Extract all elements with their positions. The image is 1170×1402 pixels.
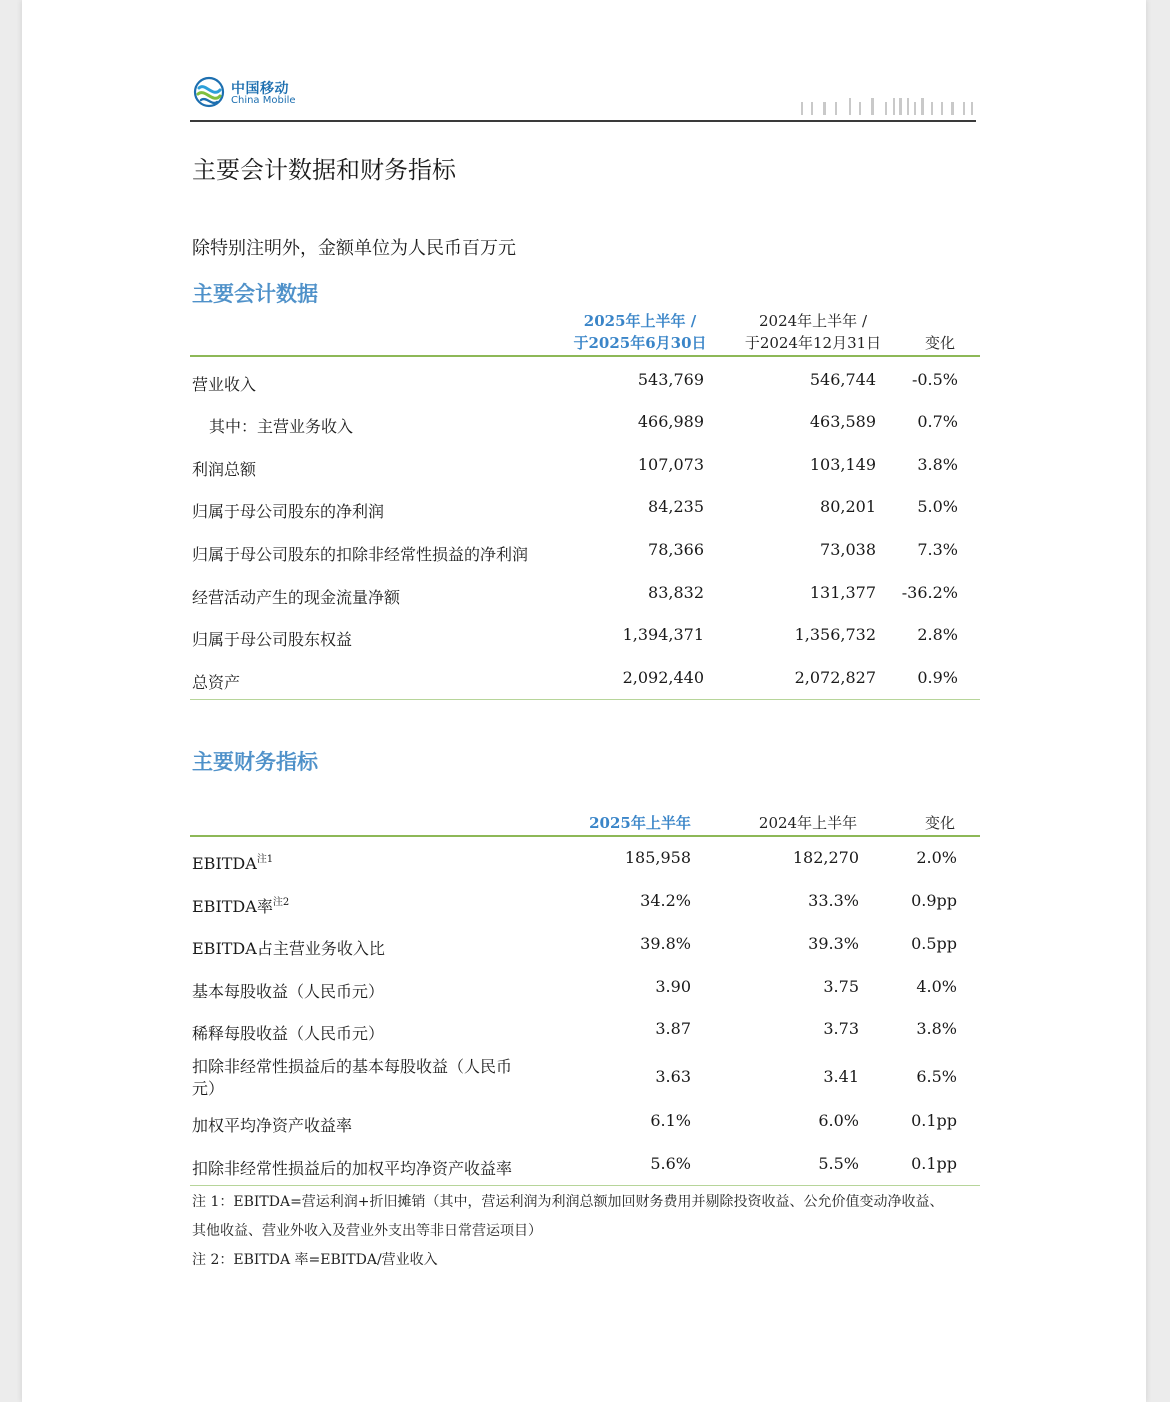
row-change-value: -0.5% bbox=[911, 370, 958, 389]
row-current-value: 34.2% bbox=[640, 891, 691, 910]
china-mobile-logo-icon bbox=[193, 76, 225, 108]
column-header-current-line2: 于2025年6月30日 bbox=[573, 334, 707, 352]
row-previous-value: 5.5% bbox=[818, 1154, 859, 1173]
table-bottom-rule bbox=[190, 1185, 980, 1186]
row-change-value: 0.5pp bbox=[911, 934, 957, 953]
table-row bbox=[192, 457, 972, 487]
row-change-value: 0.1pp bbox=[911, 1111, 957, 1130]
row-label: 其中：主营业务收入 bbox=[209, 417, 354, 436]
row-current-value: 5.6% bbox=[650, 1154, 691, 1173]
column-header-previous-period: 2024年上半年 bbox=[758, 814, 858, 832]
row-current-value: 3.87 bbox=[655, 1019, 691, 1038]
row-label: 利润总额 bbox=[192, 460, 257, 479]
table-bottom-rule bbox=[190, 699, 980, 700]
row-previous-value: 33.3% bbox=[808, 891, 859, 910]
footnote-ref: 注2 bbox=[272, 897, 290, 908]
row-previous-value: 463,589 bbox=[809, 412, 876, 431]
table-row bbox=[192, 414, 972, 444]
table-row bbox=[192, 1056, 972, 1100]
row-change-value: 2.0% bbox=[916, 848, 957, 867]
row-current-value: 1,394,371 bbox=[622, 625, 704, 644]
table-row bbox=[192, 936, 972, 966]
row-label bbox=[192, 1056, 512, 1100]
row-current-value: 78,366 bbox=[648, 540, 704, 559]
row-label: 经营活动产生的现金流量净额 bbox=[192, 588, 401, 607]
row-label bbox=[192, 850, 273, 873]
header-stripe-decoration bbox=[801, 98, 976, 115]
table-row bbox=[192, 542, 972, 572]
column-header-current-period: 2025年上半年 bbox=[589, 814, 691, 832]
row-change-value: 0.9% bbox=[917, 668, 958, 687]
table-row bbox=[192, 627, 972, 657]
column-header-previous-line2: 于2024年12月31日 bbox=[744, 334, 882, 352]
page-header bbox=[190, 74, 976, 122]
row-previous-value: 39.3% bbox=[808, 934, 859, 953]
row-current-value: 543,769 bbox=[637, 370, 704, 389]
table-row bbox=[192, 1113, 972, 1143]
column-header-current-line1: 2025年上半年 / bbox=[583, 312, 697, 330]
row-label-text: EBITDA bbox=[192, 854, 257, 873]
row-previous-value: 103,149 bbox=[809, 455, 876, 474]
row-current-value: 107,073 bbox=[637, 455, 704, 474]
row-change-value: 2.8% bbox=[917, 625, 958, 644]
table-row bbox=[192, 850, 972, 880]
row-label: 扣除非经常性损益后的加权平均净资产收益率 bbox=[192, 1159, 513, 1178]
table-header-rule bbox=[190, 355, 980, 357]
row-current-value: 6.1% bbox=[650, 1111, 691, 1130]
table-row bbox=[192, 499, 972, 529]
row-current-value: 3.90 bbox=[655, 977, 691, 996]
row-label: EBITDA占主营业务收入比 bbox=[192, 939, 385, 958]
row-previous-value: 546,744 bbox=[809, 370, 876, 389]
column-header-previous-period bbox=[738, 310, 888, 354]
row-change-value: 3.8% bbox=[916, 1019, 957, 1038]
footnote-2: 注 2：EBITDA 率=EBITDA/营业收入 bbox=[192, 1252, 438, 1268]
row-label: 总资产 bbox=[192, 673, 241, 692]
column-header-previous-line1: 2024年上半年 / bbox=[759, 312, 867, 330]
row-label: 加权平均净资产收益率 bbox=[192, 1116, 353, 1135]
row-label: 稀释每股收益（人民币元） bbox=[192, 1024, 385, 1043]
row-label: 归属于母公司股东的净利润 bbox=[192, 502, 385, 521]
row-change-value: -36.2% bbox=[901, 583, 958, 602]
table-row bbox=[192, 979, 972, 1009]
footnote-1-line2: 其他收益、营业外收入及营业外支出等非日常营运项目） bbox=[192, 1223, 542, 1239]
row-change-value: 5.0% bbox=[917, 497, 958, 516]
row-current-value: 466,989 bbox=[637, 412, 704, 431]
row-change-value: 0.7% bbox=[917, 412, 958, 431]
row-change-value: 0.9pp bbox=[911, 891, 957, 910]
row-current-value: 83,832 bbox=[648, 583, 704, 602]
table-row bbox=[192, 1021, 972, 1051]
row-label-line1: 扣除非经常性损益后的基本每股收益（人民币 bbox=[192, 1057, 513, 1076]
table-row bbox=[192, 893, 972, 923]
section-title-financial-indicators: 主要财务指标 bbox=[192, 750, 318, 774]
column-header-current-period bbox=[570, 310, 710, 354]
row-change-value: 0.1pp bbox=[911, 1154, 957, 1173]
row-previous-value: 131,377 bbox=[809, 583, 876, 602]
footnote-1 bbox=[192, 1188, 982, 1246]
unit-note: 除特别注明外，金额单位为人民币百万元 bbox=[192, 238, 516, 259]
page-title: 主要会计数据和财务指标 bbox=[192, 156, 456, 184]
row-label-line2: 元） bbox=[192, 1079, 225, 1098]
brand-name-en: China Mobile bbox=[231, 95, 296, 106]
row-previous-value: 3.73 bbox=[823, 1019, 859, 1038]
footnote-1-line1: 注 1：EBITDA=营运利润+折旧摊销（其中，营运利润为利润总额加回财务费用并剔除投资收益、公允价值变动净收益、 bbox=[192, 1194, 944, 1210]
row-change-value: 3.8% bbox=[917, 455, 958, 474]
row-change-value: 6.5% bbox=[916, 1067, 957, 1086]
section-title-accounting-data: 主要会计数据 bbox=[192, 282, 318, 306]
brand-name-cn: 中国移动 bbox=[231, 81, 289, 97]
row-label: 归属于母公司股东的扣除非经常性损益的净利润 bbox=[192, 545, 529, 564]
row-current-value: 2,092,440 bbox=[622, 668, 704, 687]
row-previous-value: 80,201 bbox=[820, 497, 876, 516]
row-previous-value: 3.41 bbox=[823, 1067, 859, 1086]
column-header-change: 变化 bbox=[924, 334, 955, 352]
row-previous-value: 6.0% bbox=[818, 1111, 859, 1130]
row-label bbox=[192, 893, 289, 917]
row-current-value: 84,235 bbox=[648, 497, 704, 516]
table-row bbox=[192, 670, 972, 700]
table-row bbox=[192, 585, 972, 615]
table-row bbox=[192, 1156, 972, 1186]
row-label-text: EBITDA率 bbox=[192, 897, 273, 916]
table-row bbox=[192, 372, 972, 402]
row-current-value: 39.8% bbox=[640, 934, 691, 953]
row-current-value: 185,958 bbox=[624, 848, 691, 867]
column-header-change: 变化 bbox=[924, 814, 955, 832]
row-label: 营业收入 bbox=[192, 375, 257, 394]
row-label: 归属于母公司股东权益 bbox=[192, 630, 353, 649]
row-previous-value: 1,356,732 bbox=[794, 625, 876, 644]
row-label: 基本每股收益（人民币元） bbox=[192, 982, 385, 1001]
row-current-value: 3.63 bbox=[655, 1067, 691, 1086]
row-previous-value: 3.75 bbox=[823, 977, 859, 996]
row-change-value: 4.0% bbox=[916, 977, 957, 996]
row-change-value: 7.3% bbox=[917, 540, 958, 559]
table-header-rule bbox=[190, 835, 980, 837]
row-previous-value: 2,072,827 bbox=[794, 668, 876, 687]
row-previous-value: 182,270 bbox=[792, 848, 859, 867]
footnote-ref: 注1 bbox=[256, 854, 274, 865]
row-previous-value: 73,038 bbox=[820, 540, 876, 559]
